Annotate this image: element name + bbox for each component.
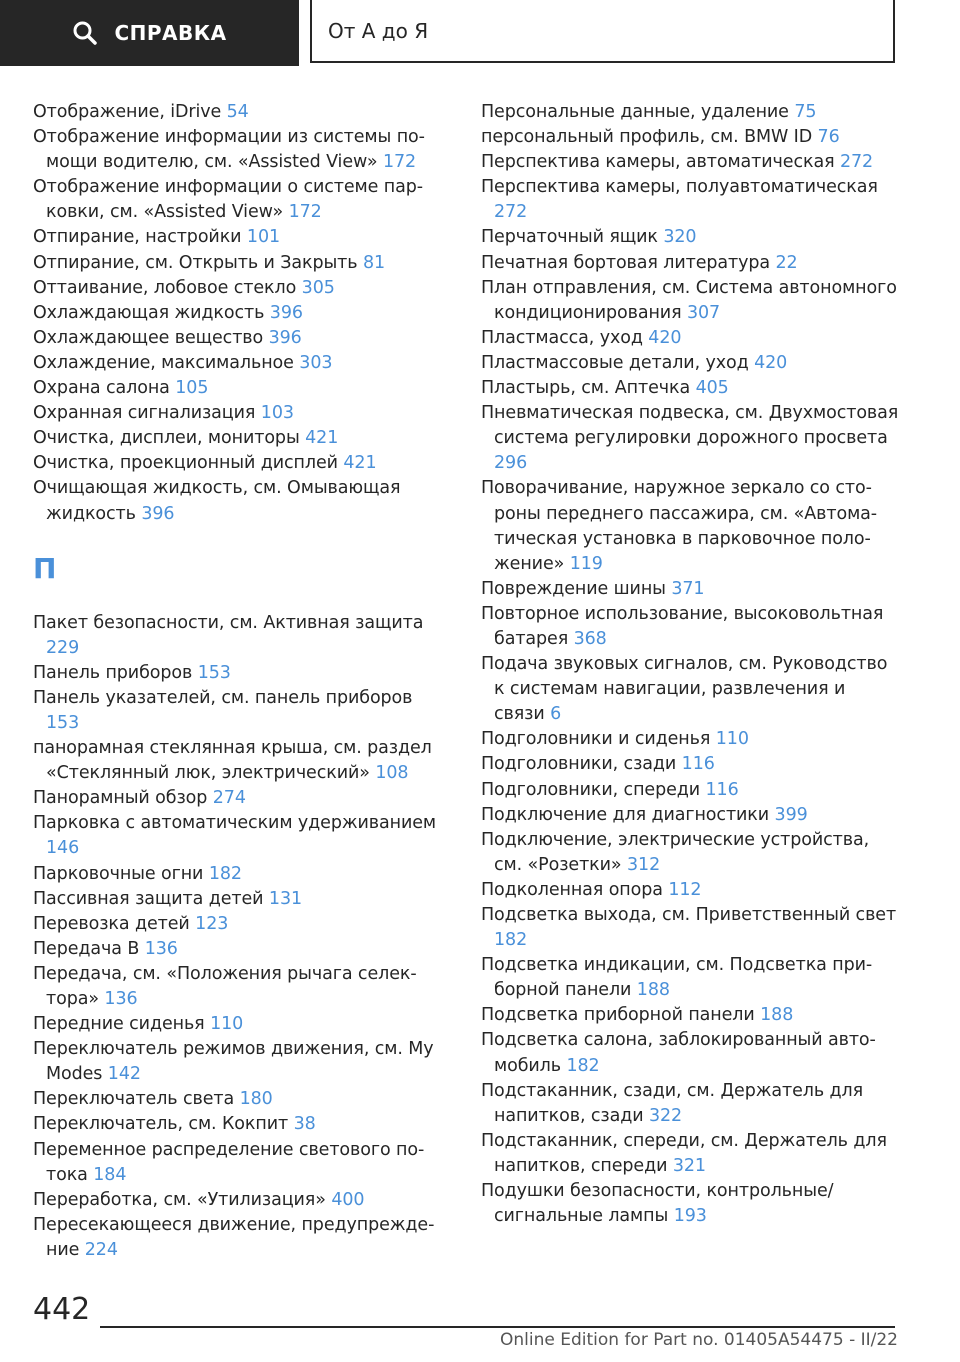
index-entry [33, 175, 443, 225]
index-entry [33, 611, 443, 661]
index-entry-text: Перспектива камеры, полуавтоматическая [481, 177, 878, 198]
footer-edition-text: Online Edition for Part no. 01405A54475 - II/22 [499, 1330, 898, 1350]
index-entry-text: Персональные данные, удаление [481, 102, 789, 122]
index-entry-page-link[interactable]: 193 [673, 1206, 707, 1227]
index-entry-page-link[interactable]: 116 [681, 754, 715, 775]
index-entry-page-link[interactable]: 136 [104, 989, 138, 1009]
index-entry-page-link[interactable]: 312 [627, 854, 661, 875]
index-entry-page-link[interactable]: 54 [226, 102, 249, 122]
index-entry [481, 150, 901, 175]
index-entry [481, 1003, 901, 1028]
index-entry [481, 878, 901, 903]
index-entry-text: Очистка, проекционный дисплей [33, 453, 338, 474]
index-entry-text: Подключение, электрические устройства, см. «Розетки» [481, 829, 870, 875]
index-entry-text: Подключение для диагностики [481, 804, 770, 825]
index-entry-text: План отправления, см. Система автономного кондиционирования [481, 277, 897, 323]
index-entry-page-link[interactable]: 153 [46, 712, 80, 733]
index-entry-text: Перчаточный ящик [481, 227, 658, 248]
index-entry-text: Охлаждающее вещество [33, 327, 264, 348]
index-entry [33, 811, 443, 861]
index-entry [481, 1079, 901, 1129]
index-entry-text: Панель указателей, см. панель приборов [33, 687, 413, 708]
index-entry-page-link[interactable]: 182 [208, 863, 242, 884]
index-entry [481, 326, 901, 351]
index-entry [33, 887, 443, 912]
index-entry-text: Пластырь, см. Аптечка [481, 378, 691, 399]
index-entry-text: Переключатель света [33, 1089, 235, 1110]
index-entry [33, 1087, 443, 1112]
index-entry-text: Очистка, дисплеи, мониторы [33, 428, 300, 449]
index-entry-text: Подстаканник, спереди, см. Держатель для напитков, спереди [481, 1130, 887, 1176]
index-entry-text: Повторное использование, высоковольтная батарея [481, 603, 884, 649]
index-entry-page-link[interactable]: 153 [197, 662, 231, 683]
index-entry-text: Панель приборов [33, 662, 193, 683]
index-entry-page-link[interactable]: 6 [550, 704, 562, 725]
index-entry-page-link[interactable]: 112 [668, 879, 702, 900]
index-entry [481, 652, 901, 727]
page-number: 442 [33, 1292, 91, 1327]
index-entry [33, 426, 443, 451]
index-entry-page-link[interactable]: 322 [648, 1105, 683, 1126]
index-entry-text: Повреждение шины [481, 578, 666, 599]
index-entry [481, 1028, 901, 1078]
index-entry-page-link[interactable]: 296 [494, 453, 528, 474]
index-entry-text: Передача B [33, 938, 140, 959]
index-entry [481, 828, 901, 878]
index-entry [33, 786, 443, 811]
index-entry-text: Пластмассовые детали, уход [481, 352, 749, 373]
index-entry-page-link[interactable]: 320 [663, 227, 697, 248]
index-entry-text: Передние сиденья [33, 1014, 205, 1035]
index-entry [33, 1112, 443, 1137]
index-entry-page-link[interactable]: 76 [817, 127, 840, 148]
index-entry-text: Подсветка салона, заблокированный автомобиль [481, 1030, 876, 1076]
index-entry-text: Отображение информации о системе парковки, см. «Assisted View» [33, 177, 424, 223]
index-entry-page-link[interactable]: 116 [705, 779, 739, 800]
index-entry-page-link[interactable]: 321 [672, 1155, 706, 1176]
index-entry-page-link[interactable]: 108 [375, 763, 409, 784]
index-entry-text: Подстаканник, сзади, см. Держатель для напитков, сзади [481, 1080, 864, 1126]
index-entry-text: Пневматическая подвеска, см. Двухмостовая система регулировки дорожного просвета [481, 403, 899, 449]
index-entry-text: Переработка, см. «Утилизация» [33, 1189, 326, 1210]
index-entry [33, 476, 443, 526]
index-entry-page-link[interactable]: 400 [331, 1189, 365, 1210]
index-entry-text: Пакет безопасности, см. Активная защита [33, 612, 424, 633]
index-entry [33, 401, 443, 426]
index-entry-page-link[interactable]: 421 [343, 453, 377, 474]
index-entry-page-link[interactable]: 188 [636, 980, 670, 1001]
index-entry-text: Подсветка выхода, см. Приветственный свет [481, 905, 897, 925]
index-entry [481, 953, 901, 1003]
index-entry-text: Очищающая жидкость, см. Омывающая жидкость [33, 478, 401, 524]
index-entry [33, 661, 443, 686]
index-entry-page-link[interactable]: 303 [299, 352, 333, 373]
index-entry-page-link[interactable]: 396 [268, 327, 302, 348]
index-entry [481, 276, 901, 326]
index-entry [481, 752, 901, 777]
index-column-left [33, 100, 443, 1263]
index-entry-page-link[interactable]: 229 [46, 637, 80, 658]
index-entry [481, 225, 901, 250]
index-entry [481, 577, 901, 602]
index-entry-page-link[interactable]: 81 [362, 252, 386, 273]
index-entry [33, 1012, 443, 1037]
index-entry [33, 962, 443, 1012]
index-entry-page-link[interactable]: 119 [569, 553, 603, 574]
index-entry-text: панорамная стеклянная крыша, см. раздел «Стеклянный люк, электрический» [33, 738, 432, 784]
index-entry-page-link[interactable]: 420 [648, 327, 682, 348]
index-entry-text: Печатная бортовая литература [481, 252, 771, 273]
index-entry-text: Передача, см. «Положения рычага селектора» [33, 963, 417, 1009]
index-entry-text: Подголовники, сзади [481, 754, 677, 775]
index-entry-page-link[interactable]: 305 [301, 277, 335, 298]
index-entry-page-link[interactable]: 103 [260, 403, 294, 424]
index-entry [33, 451, 443, 476]
index-entry-text: Пассивная защита детей [33, 888, 264, 909]
index-entry [33, 686, 443, 736]
index-entry-text: Переменное распределение светового потока [33, 1139, 425, 1185]
index-entry [33, 125, 443, 175]
index-entry [481, 778, 901, 803]
index-entry-text: Подсветка индикации, см. Подсветка приборной панели [481, 955, 873, 1001]
index-entry-text: Отображение информации из системы помощи водителю, см. «Assisted View» [33, 127, 425, 173]
index-entry-page-link[interactable]: 75 [794, 102, 817, 122]
index-entry-page-link[interactable]: 224 [84, 1239, 118, 1260]
index-entry-text: Подушки безопасности, контрольные/ сигнальные лампы [481, 1181, 834, 1227]
index-entry-page-link[interactable]: 399 [774, 804, 808, 825]
index-entry-text: Отпирание, см. Открыть и Закрыть [33, 252, 358, 273]
index-entry-page-link[interactable]: 368 [573, 628, 607, 649]
index-entry [481, 251, 901, 276]
index-entry-text: Панорамный обзор [33, 788, 208, 809]
index-entry-page-link[interactable]: 307 [686, 302, 721, 323]
index-entry [481, 727, 901, 752]
index-entry-page-link[interactable]: 123 [195, 913, 229, 934]
index-entry-page-link[interactable]: 272 [494, 202, 528, 223]
index-entry-text: Перспектива камеры, автоматическая [481, 152, 835, 173]
index-entry [33, 912, 443, 937]
index-entry-text: Парковка с автоматическим удерживанием [33, 813, 436, 834]
az-index-tab[interactable] [310, 0, 895, 63]
index-entry-page-link[interactable]: 188 [760, 1005, 794, 1026]
index-entry-text: Парковочные огни [33, 863, 204, 884]
index-entry-page-link[interactable]: 146 [46, 838, 80, 859]
index-entry [33, 351, 443, 376]
index-entry-page-link[interactable]: 274 [212, 788, 246, 809]
index-entry-page-link[interactable]: 142 [107, 1064, 141, 1085]
index-entry [33, 376, 443, 401]
index-list-bottom [33, 611, 443, 1263]
index-entry-page-link[interactable]: 405 [695, 378, 729, 399]
index-entry [481, 803, 901, 828]
index-entry-text: Подголовники, спереди [481, 779, 701, 800]
index-entry-page-link[interactable]: 180 [239, 1089, 273, 1110]
index-entry-page-link[interactable]: 371 [671, 578, 705, 599]
index-entry-text: Подколенная опора [481, 879, 663, 900]
index-entry-page-link[interactable]: 38 [293, 1114, 316, 1135]
index-entry [33, 736, 443, 786]
index-entry-page-link[interactable]: 396 [269, 302, 303, 323]
index-entry [481, 903, 901, 953]
index-entry-text: Пересекающееся движение, предупреждение [33, 1214, 435, 1260]
index-list-top [33, 100, 443, 527]
footer-divider [100, 1326, 895, 1328]
index-entry [33, 251, 443, 276]
index-entry-text: Охранная сигнализация [33, 403, 256, 424]
search-tab[interactable] [0, 0, 299, 66]
index-entry [33, 301, 443, 326]
index-entry-text: Пластмасса, уход [481, 327, 643, 348]
index-entry-text: персональный профиль, см. BMW ID [481, 127, 813, 148]
index-column-right [481, 100, 901, 1229]
index-entry [33, 1037, 443, 1087]
index-entry-page-link[interactable]: 172 [288, 202, 322, 223]
index-entry [481, 401, 901, 476]
index-entry-page-link[interactable]: 396 [141, 503, 175, 524]
index-entry-text: Подсветка приборной панели [481, 1005, 755, 1026]
index-entry-page-link[interactable]: 110 [210, 1014, 244, 1035]
index-entry-text: Охлаждение, максимальное [33, 352, 294, 373]
index-entry [33, 1213, 443, 1263]
search-icon [72, 20, 98, 46]
index-entry-page-link[interactable]: 184 [93, 1164, 127, 1185]
index-entry-page-link[interactable]: 420 [754, 352, 788, 373]
index-entry-page-link[interactable]: 131 [268, 888, 303, 909]
index-entry-text: Отображение, iDrive [33, 102, 222, 122]
index-entry-text: Оттаивание, лобовое стекло [33, 277, 297, 298]
index-entry [481, 100, 901, 125]
az-index-tab-label: От А до Я [328, 18, 429, 43]
index-entry-page-link[interactable]: 22 [775, 252, 798, 273]
index-entry [481, 476, 901, 576]
index-entry [481, 175, 901, 225]
index-entry [481, 125, 901, 150]
index-entry [481, 602, 901, 652]
index-entry [481, 351, 901, 376]
index-entry-text: Переключатель, см. Кокпит [33, 1114, 289, 1135]
index-entry [33, 326, 443, 351]
index-entry [33, 862, 443, 887]
index-entry-text: Поворачивание, наружное зеркало со стороны переднего пассажира, см. «Автоматическая установка в парковочное положение» [481, 478, 878, 574]
index-entry [481, 376, 901, 401]
index-entry-text: Охрана салона [33, 378, 170, 399]
index-entry-page-link[interactable]: 172 [382, 152, 417, 173]
index-entry [33, 1188, 443, 1213]
index-entry [33, 225, 443, 250]
index-entry-text: Отпирание, настройки [33, 227, 242, 248]
section-letter: П [33, 551, 57, 585]
index-entry-text: Перевозка детей [33, 913, 190, 934]
index-entry [33, 100, 443, 125]
index-entry-text: Подголовники и сиденья [481, 729, 711, 750]
index-entry-page-link[interactable]: 182 [494, 930, 528, 951]
index-entry-page-link[interactable]: 272 [839, 152, 874, 173]
index-entry [481, 1129, 901, 1179]
index-list-right [481, 100, 901, 1229]
index-entry [481, 1179, 901, 1229]
index-entry-page-link[interactable]: 421 [305, 428, 339, 449]
index-entry-page-link[interactable]: 136 [144, 938, 178, 959]
index-entry [33, 937, 443, 962]
index-entry-page-link[interactable]: 182 [566, 1055, 600, 1076]
index-entry-page-link[interactable]: 105 [175, 378, 209, 399]
index-entry [33, 1138, 443, 1188]
index-entry-text: Охлаждающая жидкость [33, 302, 265, 323]
index-entry-text: Переключатель режимов движения, см. My Modes [33, 1039, 434, 1085]
index-entry-page-link[interactable]: 110 [715, 729, 749, 750]
search-tab-label: СПРАВКА [114, 21, 227, 45]
index-entry-text: Подача звуковых сигналов, см. Руководство к системам навигации, развлечения и связи [481, 654, 888, 725]
index-entry [33, 276, 443, 301]
index-entry-page-link[interactable]: 101 [246, 227, 281, 248]
